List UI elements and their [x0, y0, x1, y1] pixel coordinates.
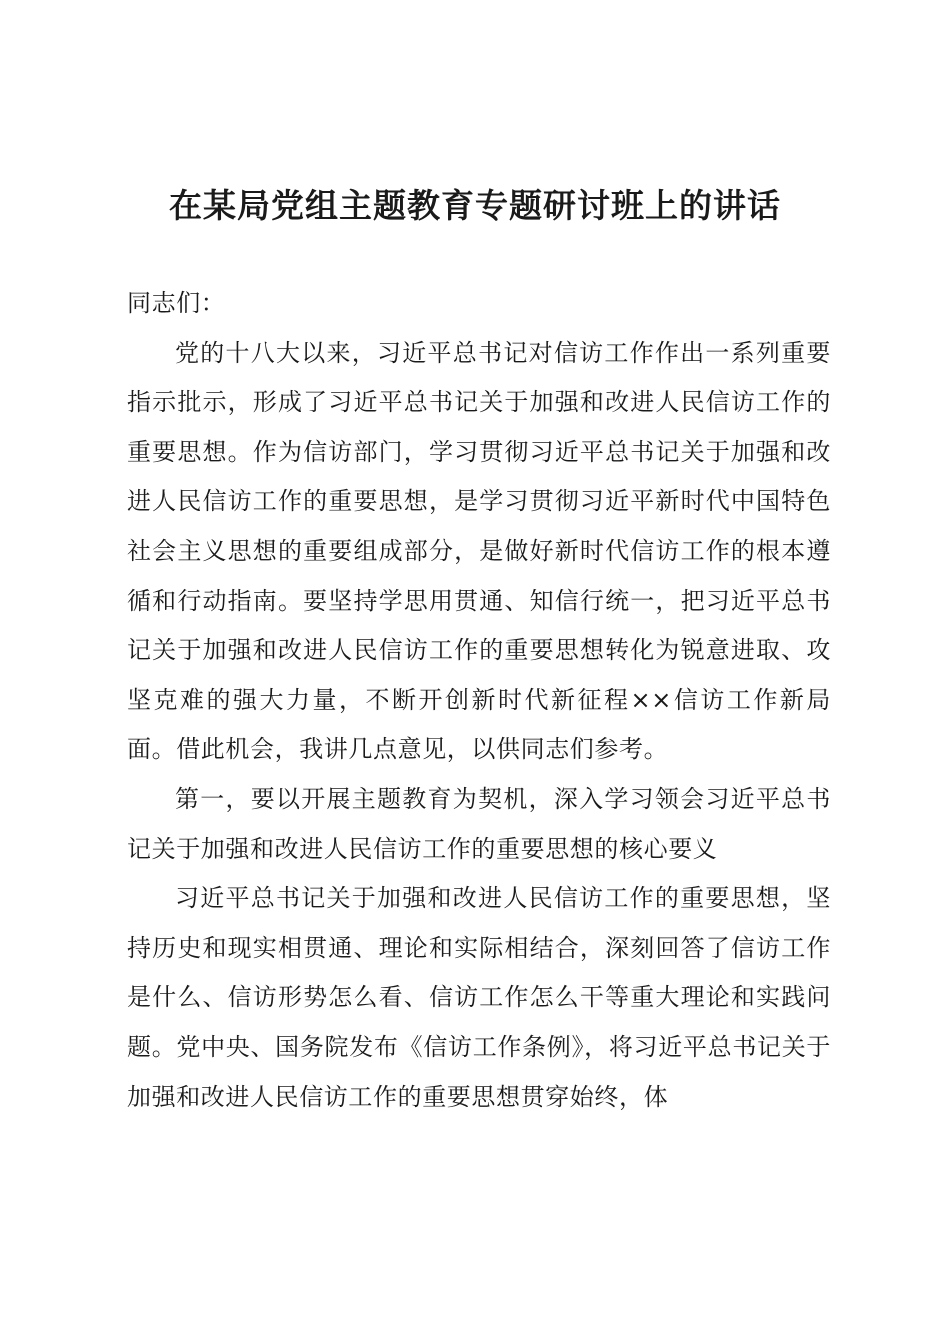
paragraph: 党的十八大以来，习近平总书记对信访工作作出一系列重要指示批示，形成了习近平总书记关于加强和改进人民信访工作的重要思想。作为信访部门，学习贯彻习近平总书记关于加强和改进人民信访工作的重要思想，是学习贯彻习近平新时代中国特色社会主义思想的重要组成部分，是做好新时代信访工作的根本遵循和行动指南。要坚持学思用贯通、知信行统一，把习近平总书记关于加强和改进人民信访工作的重要思想转化为锐意进取、攻坚克难的强大力量，不断开创新时代新征程××信访工作新局面。借此机会，我讲几点意见，以供同志们参考。	[127, 338, 831, 764]
salutation: 同志们：	[127, 289, 226, 317]
paragraph: 习近平总书记关于加强和改进人民信访工作的重要思想，坚持历史和现实相贯通、理论和实际相结合，深刻回答了信访工作是什么、信访形势怎么看、信访工作怎么干等重大理论和实践问题。党中央、国务院发布《信访工作条例》，将习近平总书记关于加强和改进人民信访工作的重要思想贯穿始终，体	[127, 884, 831, 1111]
document-title: 在某局党组主题教育专题研讨班上的讲话	[169, 186, 781, 225]
section-heading: 第一，要以开展主题教育为契机，深入学习领会习近平总书记关于加强和改进人民信访工作的重要思想的核心要义	[127, 784, 831, 863]
document-body	[127, 279, 831, 1122]
